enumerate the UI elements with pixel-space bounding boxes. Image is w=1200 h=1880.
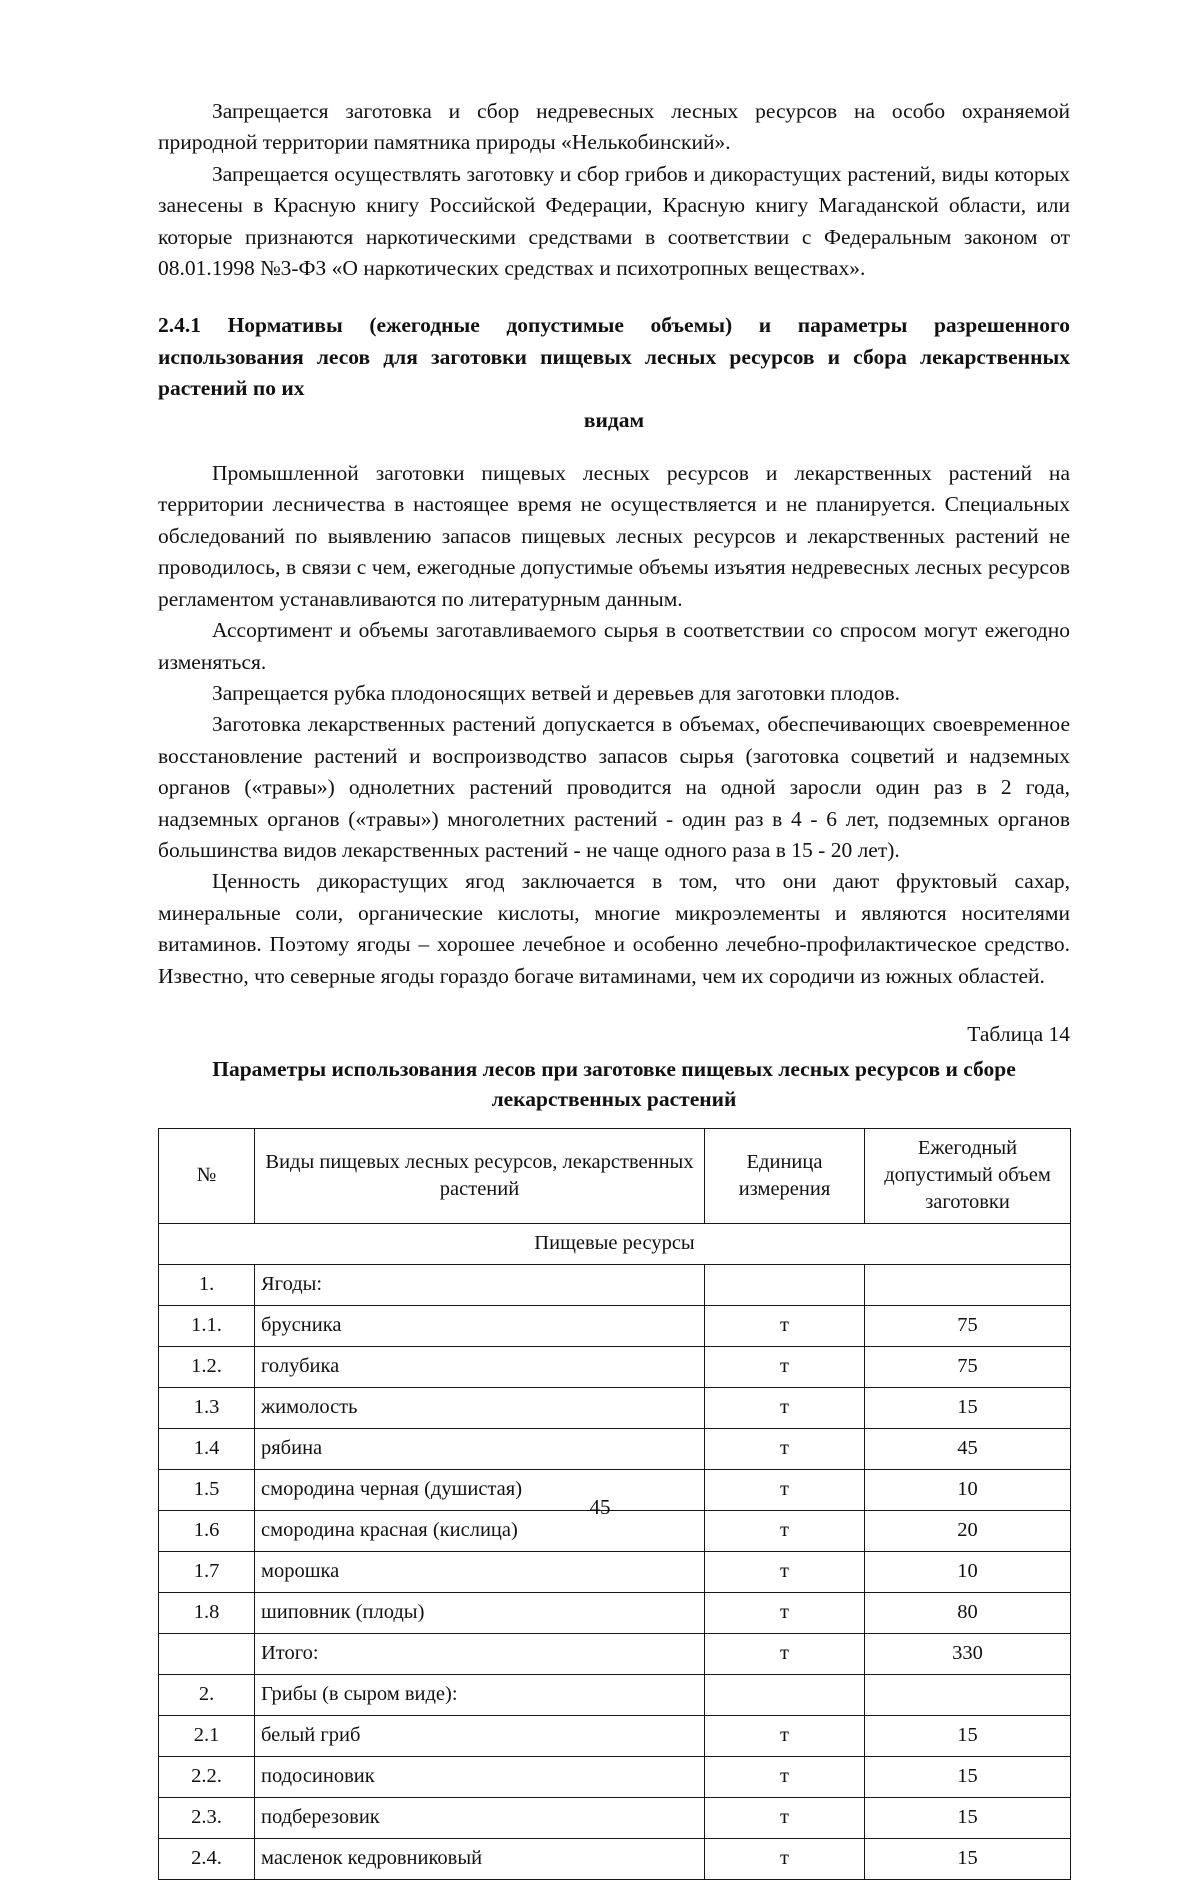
row-unit: т [705, 1428, 865, 1469]
row-volume: 10 [865, 1469, 1071, 1510]
row-number: 2.3. [159, 1797, 255, 1838]
column-header-annual-volume: Ежегодный допустимый объем заготовки [865, 1128, 1071, 1223]
row-number: 2. [159, 1674, 255, 1715]
column-header-unit: Единица измерения [705, 1128, 865, 1223]
row-unit: т [705, 1592, 865, 1633]
row-number: 1.2. [159, 1346, 255, 1387]
row-name: подберезовик [255, 1797, 705, 1838]
table-row [159, 1387, 1071, 1428]
table-row [159, 1551, 1071, 1592]
row-volume [865, 1674, 1071, 1715]
row-unit: т [705, 1797, 865, 1838]
page-content [158, 96, 1070, 1880]
row-number: 1.5 [159, 1469, 255, 1510]
table-title: Параметры использования лесов при заготовке пищевых лесных ресурсов и сборе лекарственных растений [212, 1056, 1016, 1111]
section-paragraph-4: Заготовка лекарственных растений допускается в объемах, обеспечивающих своевременное восстановление растений и воспроизводство запасов сырья (заготовка соцветий и надземных органов («травы») однолетних растений проводится на одной заросли один раз в 2 года, надземных органов («травы») многолетних растений - один раз в 4 - 6 лет, подземных органов большинства видов лекарственных растений - не чаще одного раза в 15 - 20 лет). [158, 712, 1070, 862]
table-row [159, 1756, 1071, 1797]
row-name: голубика [255, 1346, 705, 1387]
row-volume: 75 [865, 1346, 1071, 1387]
row-volume: 10 [865, 1551, 1071, 1592]
row-unit: т [705, 1838, 865, 1879]
row-volume: 80 [865, 1592, 1071, 1633]
row-name: брусника [255, 1305, 705, 1346]
row-name: рябина [255, 1428, 705, 1469]
section-paragraph-5: Ценность дикорастущих ягод заключается в том, что они дают фруктовый сахар, минеральные соли, органические кислоты, многие микроэлементы и являются носителями витаминов. Поэтому ягоды – хорошее лечебное и особенно лечебно-профилактическое средство. Известно, что северные ягоды гораздо богаче витаминами, чем их сородичи из южных областей. [158, 869, 1070, 988]
table-number-label: Таблица 14 [967, 1021, 1070, 1046]
row-name: белый гриб [255, 1715, 705, 1756]
row-volume: 330 [865, 1633, 1071, 1674]
section-paragraph-1: Промышленной заготовки пищевых лесных ресурсов и лекарственных растений на территории лесничества в настоящее время не осуществляется и не планируется. Специальных обследований по выявлению запасов пищевых лесных ресурсов и лекарственных растений не проводилось, в связи с чем, ежегодные допустимые объемы изъятия недревесных лесных ресурсов регламентом устанавливаются по литературным данным. [158, 461, 1070, 611]
row-name: шиповник (плоды) [255, 1592, 705, 1633]
column-header-resource-type: Виды пищевых лесных ресурсов, лекарственных растений [255, 1128, 705, 1223]
table-row [159, 1592, 1071, 1633]
row-unit: т [705, 1715, 865, 1756]
table-body [159, 1223, 1071, 1879]
row-name: подосиновик [255, 1756, 705, 1797]
table-header-row [159, 1128, 1071, 1223]
row-number: 1. [159, 1264, 255, 1305]
table-row [159, 1305, 1071, 1346]
table-row [159, 1797, 1071, 1838]
row-unit: т [705, 1387, 865, 1428]
row-number [159, 1633, 255, 1674]
page-number: 45 [589, 1495, 611, 1519]
row-name: Грибы (в сыром виде): [255, 1674, 705, 1715]
row-volume: 15 [865, 1715, 1071, 1756]
row-number: 1.6 [159, 1510, 255, 1551]
row-name: масленок кедровниковый [255, 1838, 705, 1879]
row-volume: 20 [865, 1510, 1071, 1551]
row-number: 1.8 [159, 1592, 255, 1633]
row-unit: т [705, 1633, 865, 1674]
section-heading-last-line: видам [583, 407, 645, 432]
row-number: 1.4 [159, 1428, 255, 1469]
table-row [159, 1428, 1071, 1469]
row-volume: 75 [865, 1305, 1071, 1346]
table-row [159, 1674, 1071, 1715]
row-name: жимолость [255, 1387, 705, 1428]
row-unit: т [705, 1551, 865, 1592]
table-row [159, 1346, 1071, 1387]
section-paragraph-3: Запрещается рубка плодоносящих ветвей и деревьев для заготовки плодов. [212, 680, 901, 705]
row-unit [705, 1264, 865, 1305]
row-volume: 15 [865, 1756, 1071, 1797]
row-name: смородина черная (душистая) [255, 1469, 705, 1510]
row-volume [865, 1264, 1071, 1305]
row-volume: 45 [865, 1428, 1071, 1469]
row-volume: 15 [865, 1797, 1071, 1838]
row-unit: т [705, 1510, 865, 1551]
group-row-label: Пищевые ресурсы [159, 1223, 1071, 1264]
row-number: 2.2. [159, 1756, 255, 1797]
row-unit: т [705, 1305, 865, 1346]
table-head [159, 1128, 1071, 1223]
table-row [159, 1838, 1071, 1879]
row-unit [705, 1674, 865, 1715]
row-name: морошка [255, 1551, 705, 1592]
section-heading-2-4-1 [158, 310, 1070, 436]
table-row [159, 1715, 1071, 1756]
row-unit: т [705, 1756, 865, 1797]
intro-paragraph-1: Запрещается заготовка и сбор недревесных лесных ресурсов на особо охраняемой природной территории памятника природы «Нелькобинский». [158, 99, 1070, 155]
row-number: 1.3 [159, 1387, 255, 1428]
section-heading-text: 2.4.1 Нормативы (ежегодные допустимые объемы) и параметры разрешенного использования лесов для заготовки пищевых лесных ресурсов и сбора лекарственных растений по их [158, 313, 1070, 401]
table-row [159, 1264, 1071, 1305]
row-number: 2.1 [159, 1715, 255, 1756]
table-total-row [159, 1633, 1071, 1674]
table-group-row [159, 1223, 1071, 1264]
row-volume: 15 [865, 1838, 1071, 1879]
row-number: 2.4. [159, 1838, 255, 1879]
row-unit: т [705, 1469, 865, 1510]
column-header-number: № [159, 1128, 255, 1223]
row-name: смородина красная (кислица) [255, 1510, 705, 1551]
row-volume: 15 [865, 1387, 1071, 1428]
intro-paragraph-2: Запрещается осуществлять заготовку и сбор грибов и дикорастущих растений, виды которых занесены в Красную книгу Российской Федерации, Красную книгу Магаданской области, или которые признаются наркотическими средствами в соответствии с Федеральным законом от 08.01.1998 №3-ФЗ «О наркотических средствах и психотропных веществах». [158, 161, 1070, 281]
row-name: Итого: [255, 1633, 705, 1674]
row-number: 1.7 [159, 1551, 255, 1592]
row-name: Ягоды: [255, 1264, 705, 1305]
row-unit: т [705, 1346, 865, 1387]
section-paragraph-2: Ассортимент и объемы заготавливаемого сырья в соответствии со спросом могут ежегодно изменяться. [158, 618, 1070, 674]
row-number: 1.1. [159, 1305, 255, 1346]
